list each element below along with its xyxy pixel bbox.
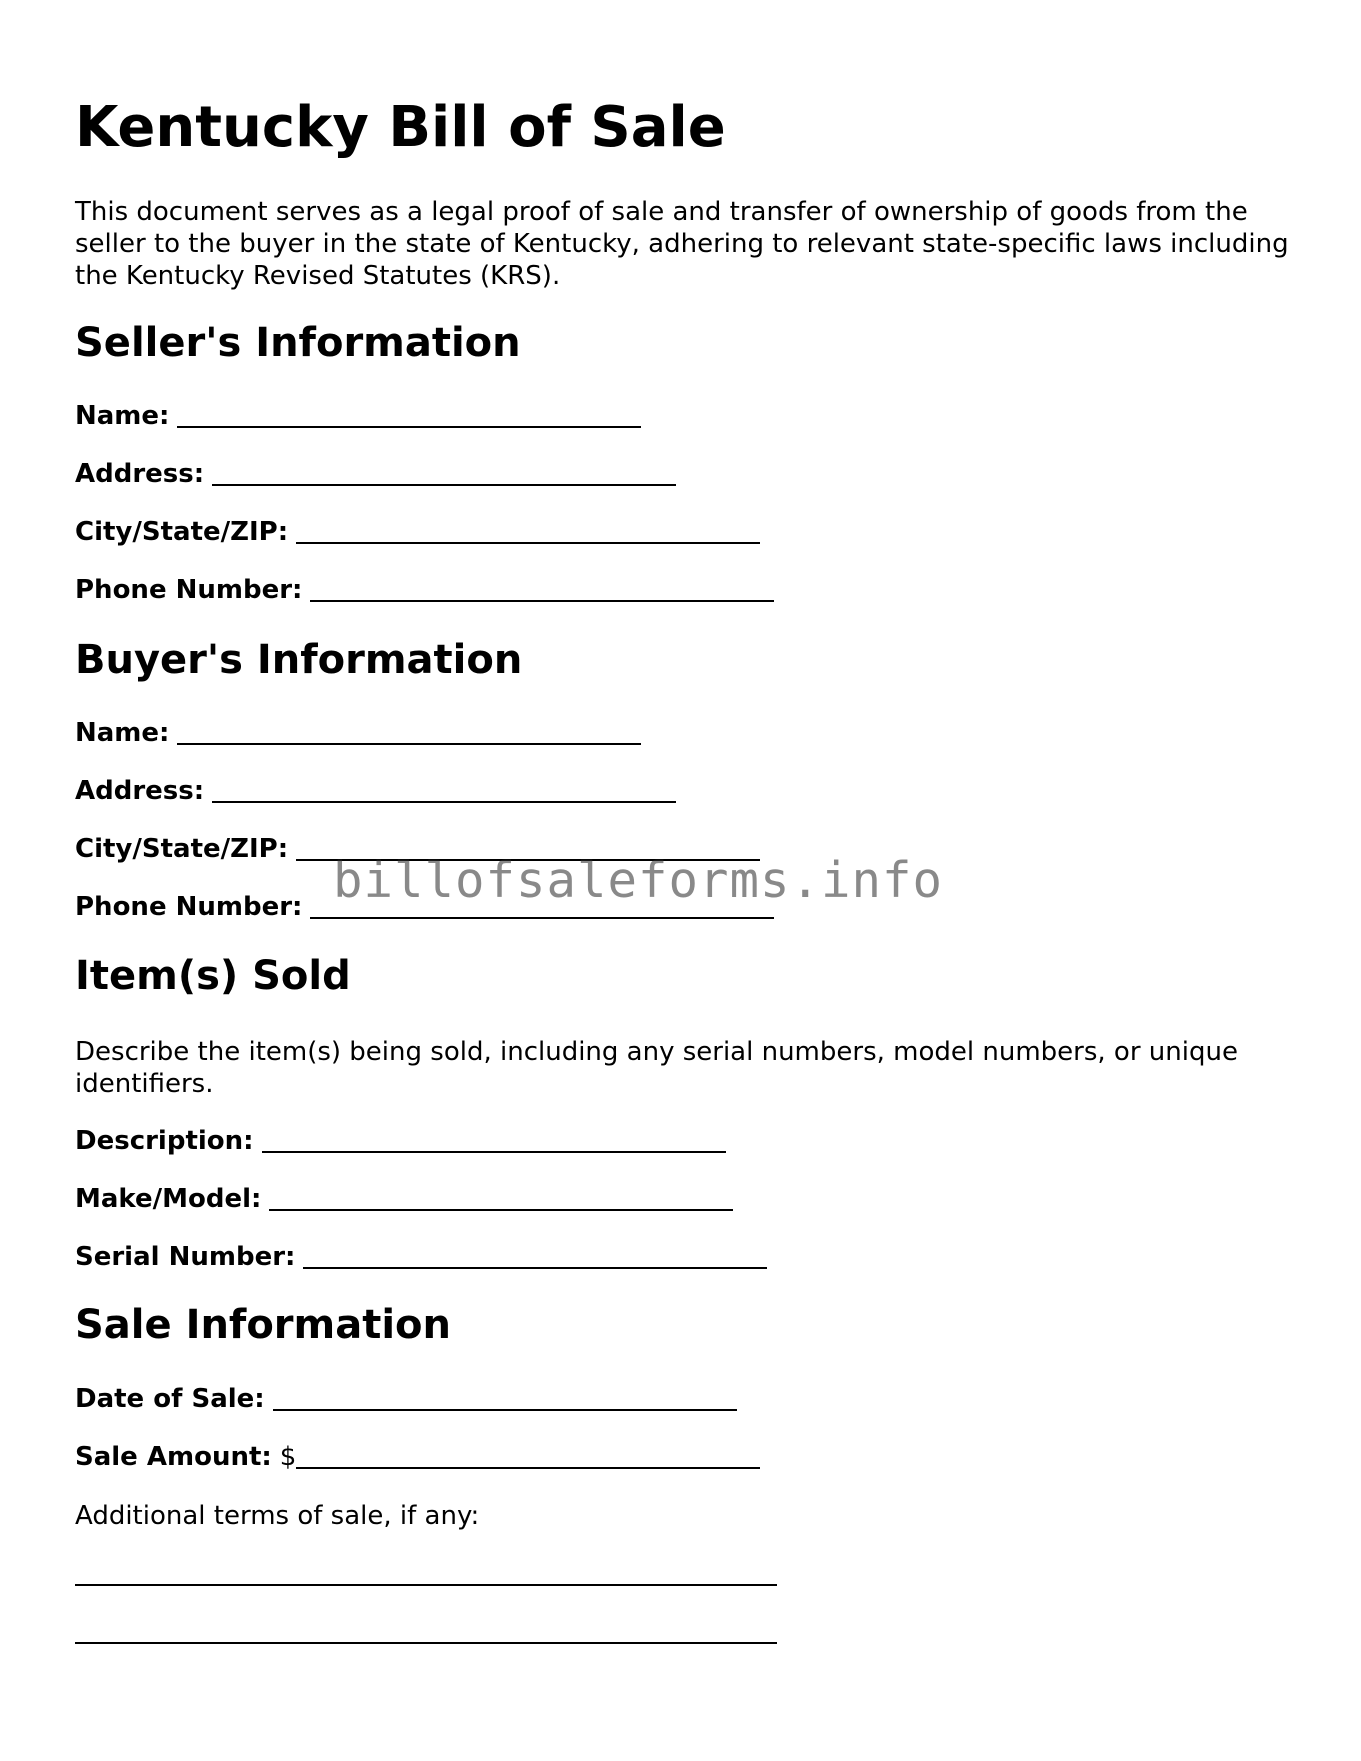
buyer-address-field [75,773,676,807]
item-serial-label: Serial Number: [75,1242,296,1272]
site-watermark: billofsaleforms.info [333,852,944,909]
sale-date-blank[interactable] [273,1409,737,1411]
additional-terms-line-1[interactable] [75,1584,777,1586]
item-description-label: Description: [75,1126,254,1156]
seller-phone-field [75,572,774,606]
additional-terms-label: Additional terms of sale, if any: [75,1501,480,1531]
item-serial-blank[interactable] [303,1267,767,1269]
seller-address-blank[interactable] [212,484,676,486]
item-serial-field [75,1239,767,1273]
items-instructions: Describe the item(s) being sold, including any serial numbers, model numbers, or unique identifiers. [75,1037,1238,1099]
seller-phone-label: Phone Number: [75,575,303,605]
buyer-section-heading: Buyer's Information [75,637,523,683]
buyer-address-label: Address: [75,776,205,806]
document-title: Kentucky Bill of Sale [75,95,726,160]
seller-name-label: Name: [75,401,170,431]
buyer-phone-label: Phone Number: [75,892,303,922]
buyer-name-label: Name: [75,718,170,748]
buyer-city-state-zip-field [75,831,760,865]
seller-city-state-zip-field [75,514,760,548]
seller-address-label: Address: [75,459,205,489]
document-intro: This document serves as a legal proof of sale and transfer of ownership of goods from the seller to the buyer in the state of Kentucky, adhering to relevant state-specific laws including the Kentucky Revised Statutes (KRS). [75,197,1289,291]
seller-address-field [75,456,676,490]
buyer-name-blank[interactable] [177,743,641,745]
seller-section-heading: Seller's Information [75,320,521,366]
buyer-address-blank[interactable] [212,801,676,803]
item-make-model-field [75,1181,733,1215]
seller-name-field [75,398,641,432]
seller-name-blank[interactable] [177,426,641,428]
seller-city-state-zip-blank[interactable] [296,542,760,544]
item-description-field [75,1123,726,1157]
sale-amount-field [75,1439,760,1473]
buyer-phone-field [75,889,774,923]
buyer-name-field [75,715,641,749]
sale-date-field [75,1381,737,1415]
sale-amount-label: Sale Amount: [75,1442,272,1472]
additional-terms-line-2[interactable] [75,1642,777,1644]
sale-section-heading: Sale Information [75,1302,451,1348]
items-section-heading: Item(s) Sold [75,953,351,999]
item-make-model-label: Make/Model: [75,1184,262,1214]
item-description-blank[interactable] [262,1151,726,1153]
item-make-model-blank[interactable] [269,1209,733,1211]
buyer-phone-blank[interactable] [310,917,774,919]
buyer-city-state-zip-blank[interactable] [296,859,760,861]
sale-amount-currency: $ [279,1442,297,1472]
sale-date-label: Date of Sale: [75,1384,265,1414]
sale-amount-blank[interactable] [296,1467,760,1469]
buyer-city-state-zip-label: City/State/ZIP: [75,834,289,864]
seller-city-state-zip-label: City/State/ZIP: [75,517,289,547]
seller-phone-blank[interactable] [310,600,774,602]
